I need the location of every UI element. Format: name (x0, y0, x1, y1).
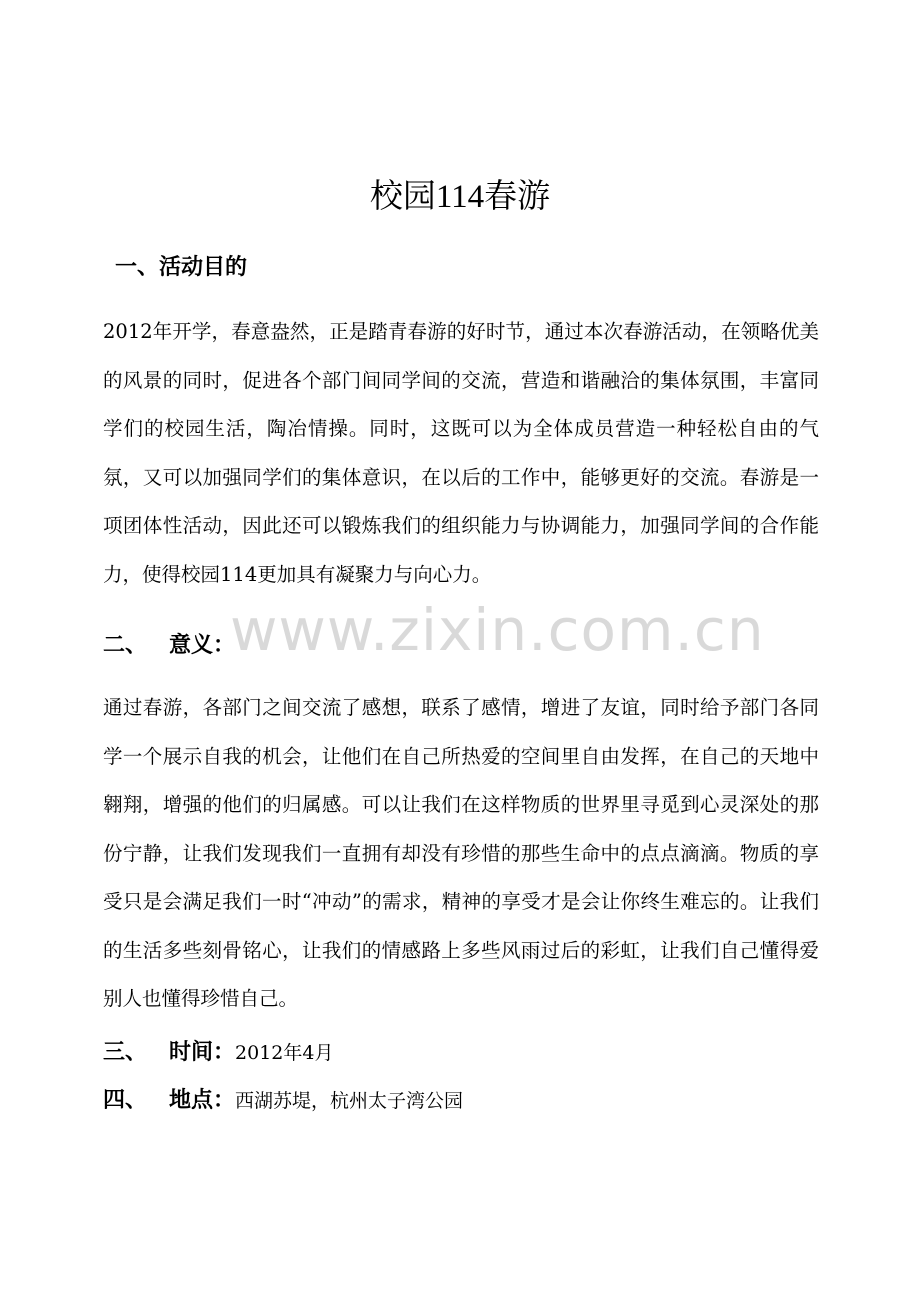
purpose-paragraph: 2012年开学，春意盎然，正是踏青春游的好时节，通过本次春游活动，在领略优美的风景的同时，促进各个部门间同学间的交流，营造和谐融洽的集体氛围，丰富同学们的校园生活，陶冶情操。同时，这既可以为全体成员营造一种轻松自由的气氛，又可以加强同学们的集体意识，在以后的工作中，能够更好的交流。春游是一项团体性活动，因此还可以锻炼我们的组织能力与协调能力，加强同学间的合作能力，使得校园114更加具有凝聚力与向心力。 (103, 320, 819, 586)
section-number: 二、 (103, 633, 148, 658)
section-label: 意义： (169, 633, 236, 658)
section-heading-meaning (103, 628, 235, 659)
section-location (103, 1083, 463, 1114)
meaning-paragraph: 通过春游，各部门之间交流了感想，联系了感情，增进了友谊，同时给予部门各同学一个展示自我的机会，让他们在自己所热爱的空间里自由发挥，在自己的天地中翱翔，增强的他们的归属感。可以让我们在这样物质的世界里寻觅到心灵深处的那份宁静，让我们发现我们一直拥有却没有珍惜的那些生命中的点点滴滴。物质的享受只是会满足我们一时“冲动”的需求，精神的享受才是会让你终生难忘的。让我们的生活多些刻骨铭心，让我们的情感路上多些风雨过后的彩虹，让我们自己懂得爱别人也懂得珍惜自己。 (103, 696, 819, 1010)
section-number: 三、 (103, 1040, 148, 1065)
document-title: 校园114春游 (369, 179, 551, 215)
location-value: 西湖苏堤，杭州太子湾公园 (235, 1090, 464, 1112)
section-label: 时间： (169, 1040, 236, 1065)
time-value: 2012年4月 (235, 1042, 334, 1064)
section-label: 地点： (169, 1088, 236, 1113)
section-heading-purpose: 一、活动目的 (115, 255, 248, 280)
section-time (103, 1035, 333, 1066)
watermark: www.zixin.com.cn (230, 596, 765, 664)
section-number: 四、 (103, 1088, 148, 1113)
